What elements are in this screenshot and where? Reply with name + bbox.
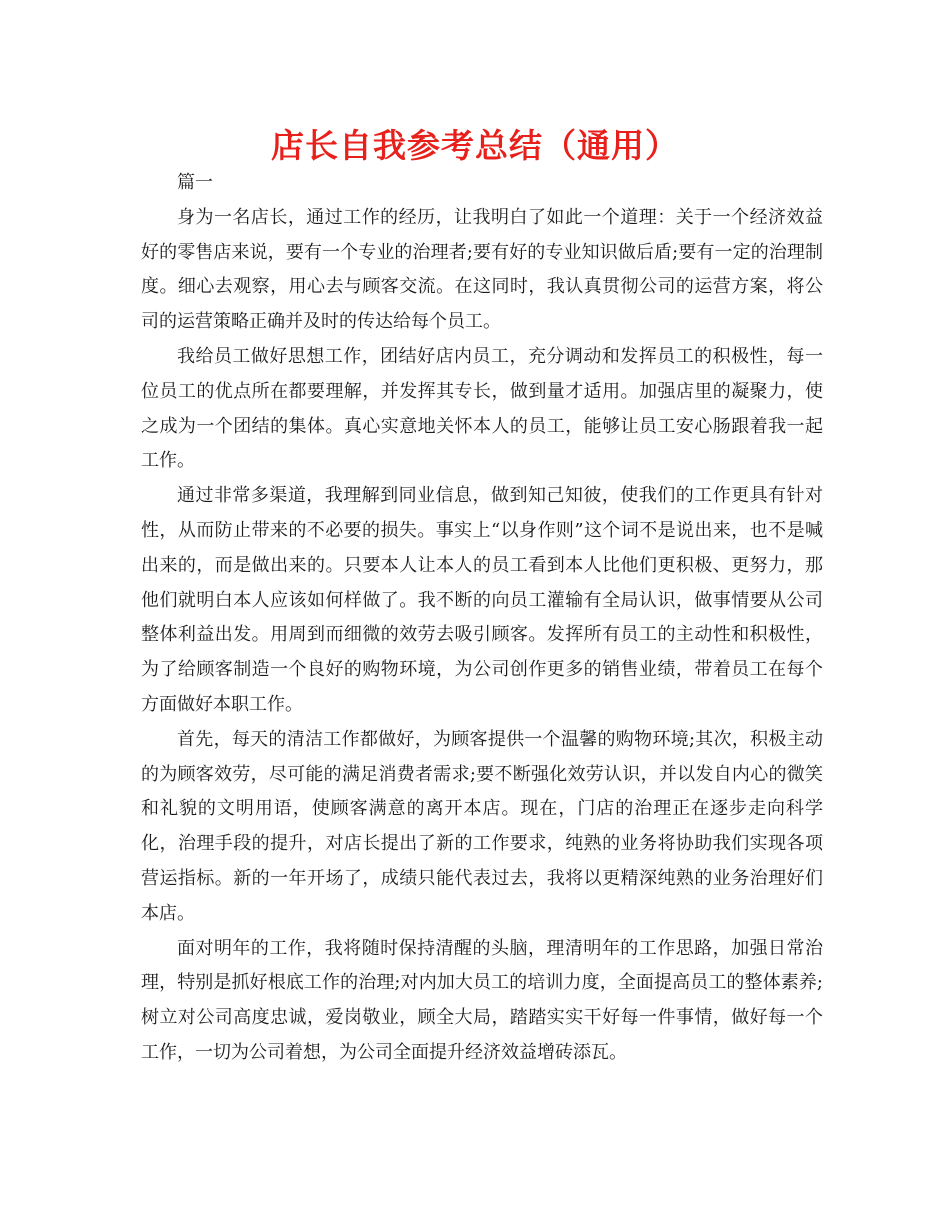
paragraph-3: 通过非常多渠道，我理解到同业信息，做到知己知彼，使我们的工作更具有针对性，从而防止带来的不必要的损失。事实上“以身作则”这个词不是说出来，也不是喊出来的，而是做出来的。只要本人让本人的员工看到本人比他们更积极、更努力，那他们就明白本人应该如何样做了。我不断的向员工灌输有全局认识，做事情要从公司整体利益出发。用周到而细微的效劳去吸引顾客。发挥所有员工的主动性和积极性，为了给顾客制造一个良好的购物环境，为公司创作更多的销售业绩，带着员工在每个方面做好本职工作。 [141, 485, 823, 715]
document-body [141, 166, 823, 1071]
paragraph-4: 首先，每天的清洁工作都做好，为顾客提供一个温馨的购物环境;其次，积极主动的为顾客效劳，尽可能的满足消费者需求;要不断强化效劳认识，并以发自内心的微笑和礼貌的文明用语，使顾客满意的离开本店。现在，门店的治理正在逐步走向科学化，治理手段的提升，对店长提出了新的工作要求，纯熟的业务将协助我们实现各项营运指标。新的一年开场了，成绩只能代表过去，我将以更精深纯熟的业务治理好们本店。 [141, 728, 823, 924]
paragraph-5: 面对明年的工作，我将随时保持清醒的头脑，理清明年的工作思路，加强日常治理，特别是抓好根底工作的治理;对内加大员工的培训力度，全面提高员工的整体素养;树立对公司高度忠诚，爱岗敬业，顾全大局，踏踏实实干好每一件事情，做好每一个工作，一切为公司着想，为公司全面提升经济效益增砖添瓦。 [141, 937, 823, 1063]
section-label: 篇一 [177, 172, 213, 193]
paragraph-2: 我给员工做好思想工作，团结好店内员工，充分调动和发挥员工的积极性，每一位员工的优点所在都要理解，并发挥其专长，做到量才适用。加强店里的凝聚力，使之成为一个团结的集体。真心实意地关怀本人的员工，能够让员工安心肠跟着我一起工作。 [141, 345, 823, 472]
paragraph-1: 身为一名店长，通过工作的经历，让我明白了如此一个道理：关于一个经济效益好的零售店来说，要有一个专业的治理者;要有好的专业知识做后盾;要有一定的治理制度。细心去观察，用心去与顾客交流。在这同时，我认真贯彻公司的运营方案，将公司的运营策略正确并及时的传达给每个员工。 [141, 206, 823, 333]
document-title: 店长自我参考总结（通用） [271, 126, 679, 165]
